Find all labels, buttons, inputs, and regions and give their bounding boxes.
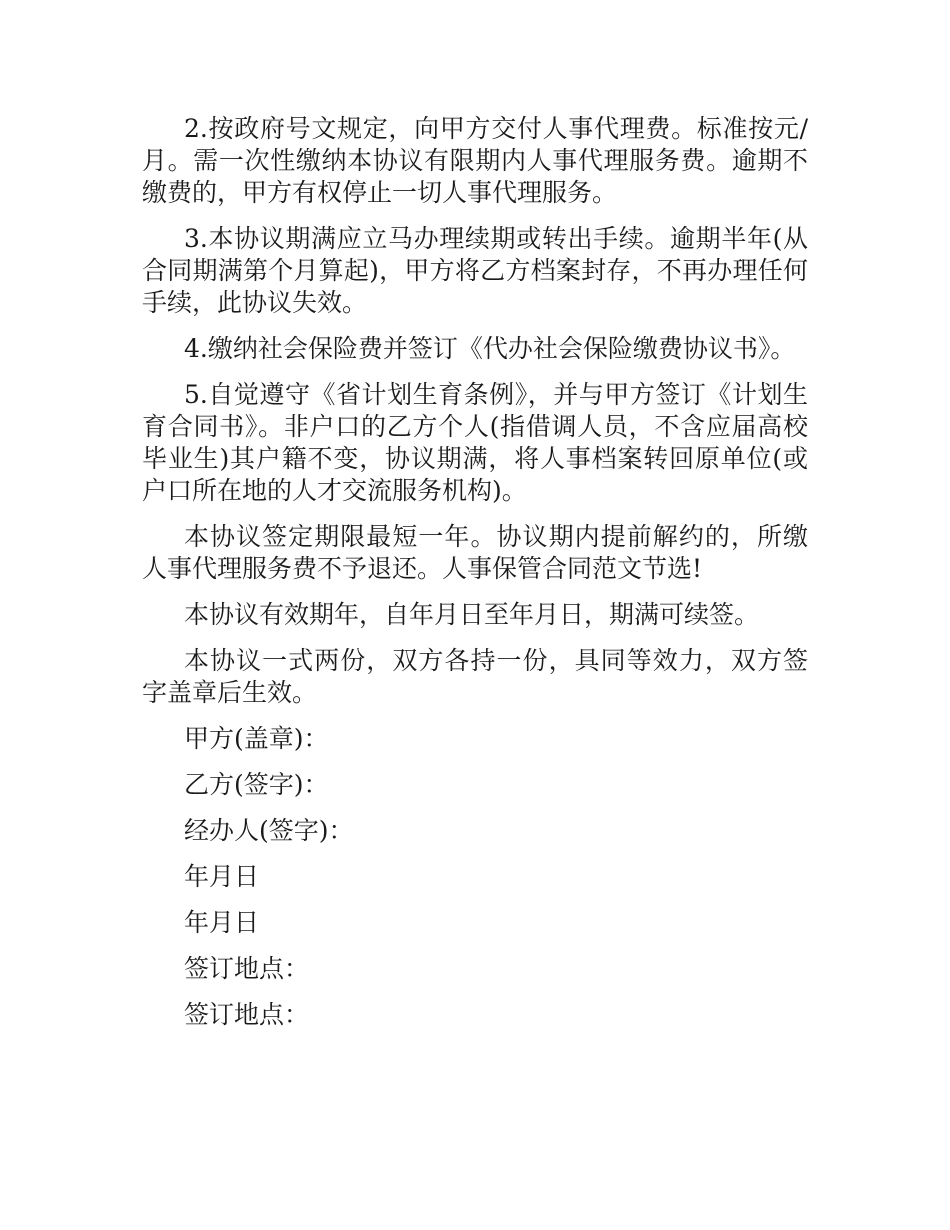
document-body: [142, 113, 808, 1045]
date-line-1: 年月日: [184, 862, 260, 891]
copies-paragraph: 本协议一式两份，双方各持一份，具同等效力，双方签字盖章后生效。: [142, 646, 808, 707]
handler-signature-line: 经办人(签字)：: [184, 816, 354, 845]
clause-2-paragraph: 2.按政府号文规定，向甲方交付人事代理费。标准按元/月。需一次性缴纳本协议有限期内人事代理服务费。逾期不缴费的，甲方有权停止一切人事代理服务。: [142, 114, 808, 207]
term-paragraph: 本协议签定期限最短一年。协议期内提前解约的，所缴人事代理服务费不予退还。人事保管合同范文节选!: [142, 522, 808, 583]
date-line-2: 年月日: [184, 908, 260, 937]
clause-5-paragraph: 5.自觉遵守《省计划生育条例》，并与甲方签订《计划生育合同书》。非户口的乙方个人(指借调人员，不含应届高校毕业生)其户籍不变，协议期满，将人事档案转回原单位(或户口所在地的人才交流服务机构)。: [142, 380, 808, 505]
validity-paragraph: 本协议有效期年，自年月日至年月日，期满可续签。: [184, 600, 760, 629]
signing-place-line-1: 签订地点：: [184, 954, 310, 983]
party-a-seal-line: 甲方(盖章)：: [184, 724, 329, 753]
signing-place-line-2: 签订地点：: [184, 1000, 310, 1029]
clause-4-paragraph: 4.缴纳社会保险费并签订《代办社会保险缴费协议书》。: [184, 334, 796, 363]
clause-3-paragraph: 3.本协议期满应立马办理续期或转出手续。逾期半年(从合同期满第个月算起)，甲方将乙方档案封存，不再办理任何手续，此协议失效。: [142, 224, 808, 317]
party-b-signature-line: 乙方(签字)：: [184, 770, 329, 799]
